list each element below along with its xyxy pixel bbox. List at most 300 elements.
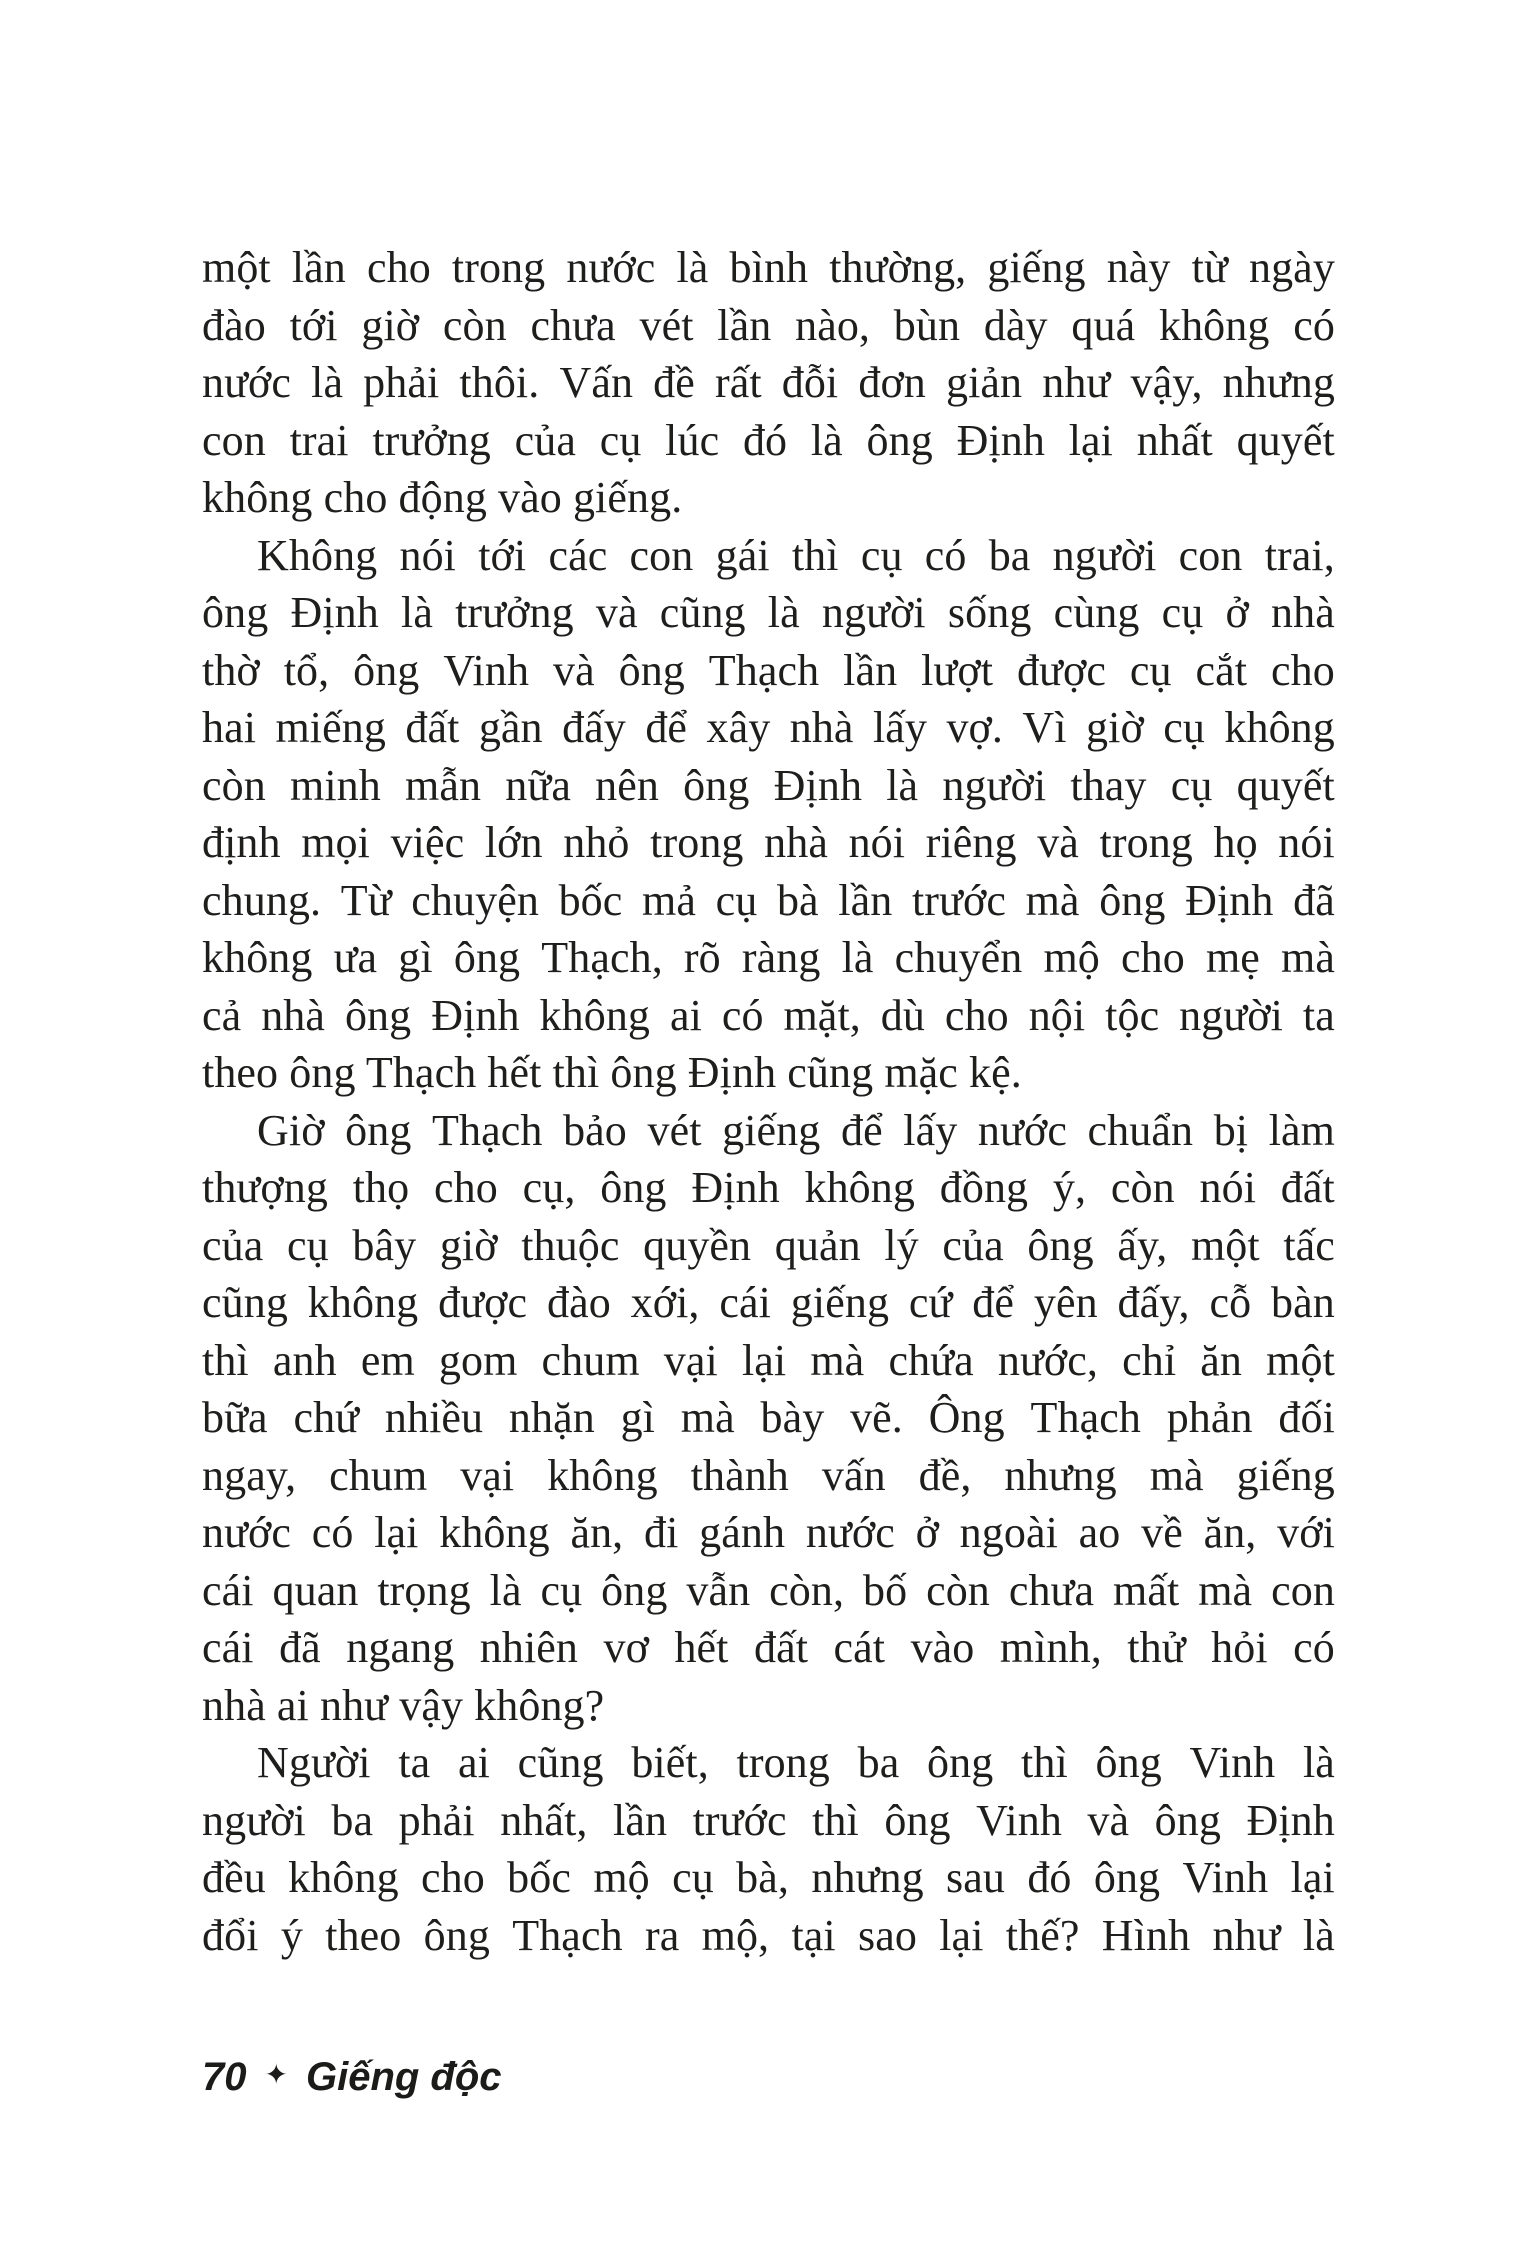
word: trai (289, 415, 349, 465)
word: việc (390, 818, 465, 867)
word: lượt (921, 645, 994, 695)
word: đấy (562, 703, 626, 752)
word: ông (353, 645, 420, 695)
word: giờ (361, 300, 420, 350)
word: này (1106, 243, 1171, 292)
word: người (1179, 990, 1283, 1040)
word: như (1212, 1910, 1281, 1960)
text-line (202, 1159, 1335, 1217)
word: chứ (293, 1393, 360, 1442)
word: mà (1149, 1450, 1204, 1500)
word: nước (566, 243, 656, 292)
word: Không (257, 530, 378, 580)
word: Thạch (708, 645, 820, 695)
word: cụ (1129, 645, 1172, 695)
word: của (942, 1220, 1004, 1270)
word: tới (478, 530, 527, 580)
word: ông (1095, 1738, 1162, 1787)
word: Định (956, 415, 1045, 465)
word: là (1302, 1738, 1335, 1787)
word: của (202, 1220, 264, 1270)
word: lớn (484, 818, 543, 867)
text-line (202, 1217, 1335, 1275)
word: đào (202, 300, 266, 350)
word: một (1266, 1335, 1335, 1385)
word: ông (618, 645, 685, 695)
word: thử (1127, 1623, 1186, 1672)
word: Định (431, 990, 520, 1040)
word: có (1293, 300, 1335, 350)
word: thọ (352, 1163, 410, 1212)
word: tại (791, 1910, 836, 1960)
word: con (1271, 1565, 1335, 1615)
word: cụ (672, 1853, 714, 1902)
word: dù (880, 990, 925, 1040)
word: dày (983, 300, 1048, 350)
word: cứ (908, 1278, 953, 1327)
word: chuyện (411, 875, 539, 925)
word: định (202, 818, 281, 867)
word: ngày (1248, 243, 1335, 292)
word: đi (644, 1508, 679, 1557)
text-line (202, 239, 1335, 297)
word: đã (279, 1623, 321, 1672)
word: Định (1185, 875, 1274, 925)
text-line (202, 642, 1335, 700)
word: mộ (1043, 933, 1100, 982)
word: Vấn (559, 358, 634, 407)
word: vẫn (686, 1565, 751, 1615)
word: em (360, 1335, 415, 1385)
word: là (1302, 1910, 1335, 1960)
word: thành (690, 1450, 789, 1500)
word: nào, (795, 300, 871, 350)
word: ông (1154, 1795, 1221, 1845)
word: ông (866, 415, 933, 465)
text-line (202, 1734, 1335, 1792)
word: bị (1213, 1105, 1249, 1155)
word: trong (650, 818, 744, 867)
word: ông (601, 1565, 668, 1615)
word: riêng (925, 818, 1017, 867)
word: có (721, 990, 764, 1040)
word: chung. (202, 875, 322, 925)
word: ao (1078, 1508, 1121, 1557)
word: là (886, 760, 919, 810)
word: cái (202, 1623, 254, 1672)
page-footer (202, 2054, 502, 2100)
text-line (202, 1849, 1335, 1907)
word: giếng (1236, 1450, 1335, 1500)
word: ông (453, 933, 521, 982)
word: cùng (1053, 588, 1140, 637)
word: ý (280, 1910, 303, 1960)
word: và (1037, 818, 1079, 867)
text-line (202, 872, 1335, 930)
word: cụ (1170, 760, 1213, 810)
word: lấy (903, 1105, 958, 1155)
word: là (767, 588, 800, 637)
word: thay (1070, 760, 1147, 810)
word: một (202, 243, 271, 292)
word: theo (325, 1910, 402, 1960)
word: ông (927, 1738, 994, 1787)
word: mộ (593, 1853, 650, 1902)
word: cho (1121, 933, 1185, 982)
word: là (489, 1565, 522, 1615)
word: quan (272, 1565, 359, 1615)
word: trong (451, 243, 546, 292)
word: thuộc (521, 1220, 620, 1270)
word: chưa (530, 300, 616, 350)
word: chuẩn (1087, 1105, 1194, 1155)
word: đồng (939, 1163, 1029, 1212)
word: là (810, 415, 843, 465)
word: người (821, 588, 926, 637)
word: tộc (1105, 990, 1160, 1040)
word: nói (399, 530, 457, 580)
word: là (311, 358, 344, 407)
word: không (1158, 300, 1270, 350)
word: đấy, (1117, 1278, 1190, 1327)
word: có (1293, 1623, 1335, 1672)
word: nhà (1271, 588, 1335, 637)
word: được (438, 1278, 528, 1327)
word: ngoài (959, 1508, 1058, 1557)
word: tấc (1283, 1220, 1335, 1270)
word: thượng (202, 1163, 328, 1212)
four-pointed-star-icon: ✦ (264, 2059, 288, 2090)
word: mình, (999, 1623, 1102, 1672)
word: Vì (1022, 703, 1067, 752)
word: ưa (333, 933, 378, 982)
word: gì (620, 1393, 656, 1442)
word: ta (1302, 990, 1335, 1040)
word: bố (862, 1565, 908, 1615)
word: đều (202, 1853, 266, 1902)
word: Thạch (432, 1105, 543, 1155)
word: có (311, 1508, 354, 1557)
word: đỗi (781, 358, 839, 407)
word: người (942, 760, 1047, 810)
word: nói (1278, 818, 1335, 867)
word: bàn (1271, 1278, 1335, 1327)
word: mặt, (783, 990, 861, 1040)
word: phải (363, 358, 440, 407)
word: Hình (1101, 1910, 1191, 1960)
word: từ (1191, 243, 1228, 292)
word: phản (1166, 1393, 1253, 1442)
word: cụ (540, 1565, 583, 1615)
word: nói (1199, 1163, 1257, 1212)
word: cỗ (1209, 1278, 1252, 1327)
word: lần (838, 875, 893, 925)
word: đổi (202, 1910, 259, 1960)
text-line (202, 1102, 1335, 1160)
word: miếng (275, 703, 386, 752)
word: không (1224, 703, 1335, 752)
word: lại (1068, 415, 1113, 465)
word: với (1277, 1508, 1335, 1557)
word: không (439, 1508, 550, 1557)
word: sống (947, 588, 1032, 637)
word: nước (202, 1508, 292, 1557)
word: bây (352, 1220, 417, 1270)
word: cụ (1163, 703, 1205, 752)
word: ông (202, 588, 269, 637)
word: mộ, (701, 1910, 770, 1960)
word: giếng (722, 1105, 821, 1155)
text-line (202, 527, 1335, 585)
word: vại (460, 1450, 515, 1500)
word: bà, (736, 1853, 790, 1902)
word: Định (691, 1163, 780, 1212)
word: họ (1213, 818, 1258, 867)
word: xây (706, 703, 771, 752)
word: lại (939, 1910, 984, 1960)
word: bốc (558, 875, 623, 925)
word: cụ (599, 415, 642, 465)
word: nhặn (508, 1393, 595, 1442)
word: nhưng (1222, 358, 1335, 407)
word: trọng (377, 1565, 471, 1615)
word: gái (715, 530, 770, 580)
word: và (552, 645, 595, 695)
word: vại (663, 1335, 718, 1385)
text-line (202, 1332, 1335, 1390)
word: vét (639, 300, 694, 350)
text-line: nhà ai như vậy không? (202, 1680, 605, 1730)
word: ta (398, 1738, 431, 1787)
word: lúc (665, 415, 720, 465)
word: cũng (517, 1738, 604, 1787)
word: mẫn (405, 760, 482, 810)
word: và (1087, 1795, 1130, 1845)
text-line (202, 1274, 1335, 1332)
word: ba (988, 530, 1031, 580)
body-text (202, 239, 1335, 1964)
word: con (1178, 530, 1243, 580)
word: vậy, (1130, 358, 1203, 407)
word: không (288, 1853, 399, 1902)
word: trưởng (455, 588, 574, 637)
word: Giờ (257, 1105, 325, 1155)
word: đất (1280, 1163, 1335, 1212)
word: không (539, 990, 651, 1040)
word: cho (366, 243, 431, 292)
word: chưa (1008, 1565, 1095, 1615)
word: quyết (1236, 760, 1335, 810)
word: không (202, 933, 313, 982)
text-line (202, 929, 1335, 987)
word: biết, (631, 1738, 709, 1787)
word: chỉ (1122, 1335, 1177, 1385)
word: cho (421, 1853, 485, 1902)
word: trước (911, 875, 1006, 925)
word: ăn, (1203, 1508, 1257, 1557)
text-line (202, 297, 1335, 355)
word: đối (1278, 1393, 1335, 1442)
word: Thạch (1030, 1393, 1141, 1442)
word: mà (680, 1393, 735, 1442)
word: nội (1028, 990, 1086, 1040)
word: Ông (928, 1393, 1005, 1442)
word: cụ (1161, 588, 1204, 637)
word: người (202, 1795, 306, 1845)
word: nhà (764, 818, 828, 867)
word: cụ (715, 875, 758, 925)
text-line (202, 814, 1335, 872)
word: gần (478, 703, 543, 752)
word: thì (812, 1795, 859, 1845)
word: Vinh (1189, 1738, 1276, 1787)
word: nước (202, 358, 292, 407)
text-line (202, 1447, 1335, 1505)
word: ấy, (1117, 1220, 1168, 1270)
word: minh (290, 760, 381, 810)
word: ông (344, 990, 412, 1040)
word: thờ (202, 645, 260, 695)
word: còn, (769, 1565, 845, 1615)
word: giờ (439, 1220, 498, 1270)
word: ý, (1052, 1163, 1087, 1212)
word: cho (434, 1163, 498, 1212)
word: giếng (790, 1278, 890, 1327)
word: tổ, (283, 645, 330, 695)
word: ông (423, 1910, 490, 1960)
word: nhà (789, 703, 854, 752)
word: là (676, 243, 709, 292)
word: quá (1071, 300, 1136, 350)
word: nhưng (811, 1853, 924, 1902)
text-line (202, 354, 1335, 412)
word: cũng (659, 588, 746, 637)
word: mà (1198, 1565, 1253, 1615)
text-line (202, 412, 1335, 470)
word: ra (644, 1910, 680, 1960)
word: còn (202, 760, 266, 810)
word: lần (613, 1795, 668, 1845)
word: mà (810, 1335, 865, 1385)
word: nên (595, 760, 659, 810)
word: nhất (1136, 415, 1213, 465)
word: là (841, 933, 874, 982)
word: nữa (505, 760, 571, 810)
word: mả (642, 875, 696, 925)
word: làm (1268, 1105, 1335, 1155)
word: sao (858, 1910, 917, 1960)
word: cho (1270, 645, 1335, 695)
word: gì (398, 933, 433, 982)
text-line (202, 1504, 1335, 1562)
word: mà (1281, 933, 1335, 982)
word: nhiều (384, 1393, 484, 1442)
word: sau (946, 1853, 1005, 1902)
word: là (401, 588, 433, 637)
word: ai (458, 1738, 490, 1787)
word: bình (729, 243, 809, 292)
word: rất (714, 358, 762, 407)
word: nhỏ (563, 818, 630, 867)
word: vẽ. (850, 1393, 903, 1442)
word: bốc (507, 1853, 572, 1902)
word: tới (289, 300, 338, 350)
word: được (1016, 645, 1106, 695)
word: ông (884, 1795, 951, 1845)
word: đề, (918, 1450, 972, 1500)
word: ràng (741, 933, 821, 982)
word: Thạch, (541, 933, 663, 982)
text-line (202, 1389, 1335, 1447)
text-line (202, 584, 1335, 642)
word: cái (719, 1278, 771, 1327)
word: cắt (1195, 645, 1248, 695)
word: Người (257, 1738, 371, 1787)
word: đó (1027, 1853, 1072, 1902)
word: lần (843, 645, 898, 695)
word: giản (946, 358, 1023, 407)
word: không (547, 1450, 658, 1500)
word: ngay, (202, 1450, 297, 1500)
word: Định (1246, 1795, 1335, 1845)
word: vợ. (946, 703, 1004, 752)
page-number: 70 (202, 2055, 247, 2099)
text-line: theo ông Thạch hết thì ông Định cũng mặc kệ. (202, 1048, 1022, 1097)
word: thì (202, 1335, 249, 1385)
word: cát (833, 1623, 886, 1672)
word: ông (345, 1105, 412, 1155)
word: anh (272, 1335, 337, 1385)
word: lý (884, 1220, 919, 1270)
word: giờ (1086, 703, 1144, 752)
word: chum (329, 1450, 428, 1500)
word: Thạch (512, 1910, 623, 1960)
word: mất (1113, 1565, 1180, 1615)
word: để (645, 703, 688, 752)
word: hết (674, 1623, 729, 1672)
word: bữa (202, 1393, 268, 1442)
word: trong (1099, 818, 1193, 867)
word: nhất, (500, 1795, 588, 1845)
word: của (514, 415, 576, 465)
word: con (202, 415, 266, 465)
word: nói (848, 818, 906, 867)
word: thì (1021, 1738, 1068, 1787)
text-line: không cho động vào giếng. (202, 473, 683, 522)
word: thường, (829, 243, 967, 292)
word: mẹ (1205, 933, 1260, 982)
word: không (307, 1278, 419, 1327)
word: mà (1025, 875, 1080, 925)
word: gánh (699, 1508, 786, 1557)
word: quyền (643, 1220, 752, 1270)
word: đất (753, 1623, 809, 1672)
word: không (804, 1163, 915, 1212)
word: ông (683, 760, 750, 810)
word: trong (736, 1738, 830, 1787)
word: vét (647, 1105, 702, 1155)
word: nhưng (1004, 1450, 1117, 1500)
word: nhà (261, 990, 326, 1040)
word: ba (331, 1795, 374, 1845)
word: bùn (893, 300, 961, 350)
word: đào (546, 1278, 611, 1327)
word: chum (541, 1335, 640, 1385)
word: trưởng (372, 415, 491, 465)
book-title: Giếng độc (305, 2055, 502, 2099)
word: Vinh (1182, 1853, 1269, 1902)
text-line (202, 699, 1335, 757)
